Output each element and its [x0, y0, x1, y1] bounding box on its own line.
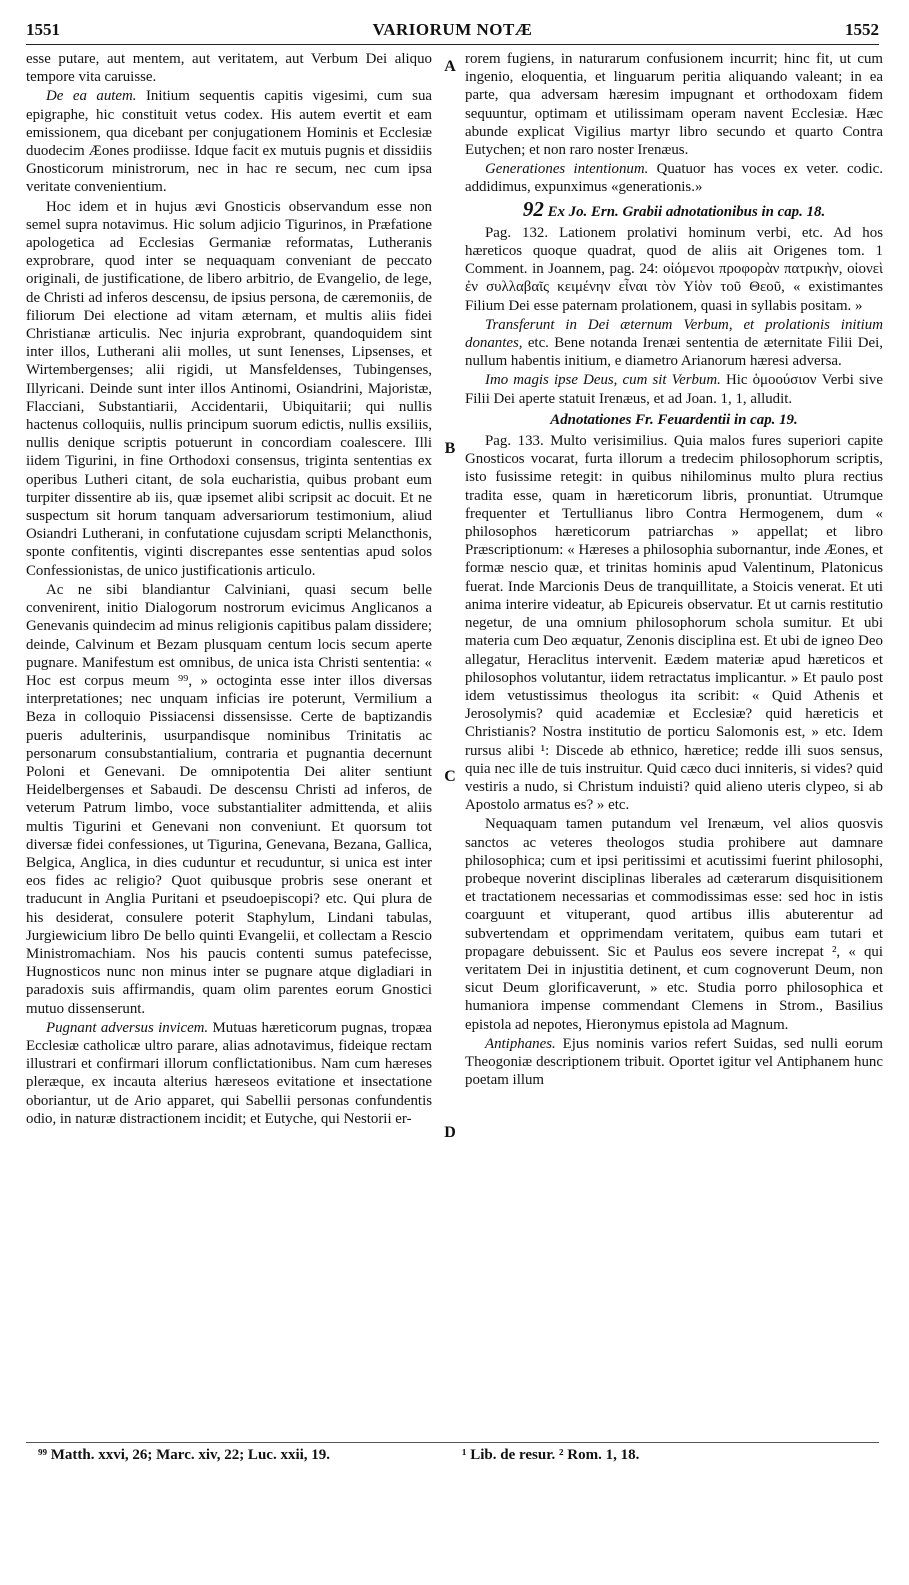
paragraph: [465, 371, 883, 407]
running-header: [26, 20, 879, 42]
paragraph-text: rorem fugiens, in naturarum confusionem incurrit; hinc fit, ut cum ingenio, eloquentia, et linguarum peritia aliquando valeant; in ea parte, qua adversam hæresim impugnant et orthodoxam fidem sequuntur, optimam et utilissimam operam navent Ecclesiæ. Hæc abunde explicat Vigilius martyr libro secundo et quarto Contra Eutychen; et non raro noster Irenæus.: [465, 51, 883, 159]
margin-marker-a: A: [444, 58, 456, 75]
paragraph-text: Hoc idem et in hujus ævi Gnosticis observandum esse non semel supra notavimus. Hic solum adjicio Tigurinos, in Præfatione apologetica ad Ecclesias Germaniæ reformatas, Lutheranis exprobrare, quod inter se nequaquam conveniant de peccato originali, de justificatione, de libero arbitrio, de Evangelio, de lege, de Christi ad inferos descensu, de ipsius persona, de cæremoniis, de filiorum Dei electione ad vitam æternam, et multis aliis fidei Christianæ articulis. Nec injuria exprobrant, quandoquidem sint inter illos, Lutherani alii molles, ut sunt Ienenses, Lipsenses, et Wirtembergenses; alii rigidi, ut Mansfeldenses, Tubingenses, Illyricani. Deinde sunt inter illos Antinomi, Osiandrini, Majoristæ, Flacciani, Substantiarii, Accidentarii, Ubiquitarii; qui nullis hactenus colloquiis, nullis principum suorum edictis, nullis exsiliis, nullis denique scriptis potuerunt in concordiam coalescere. Illi iidem Tigurini, in fine Orthodoxi consensus, triginta sententias ex operibus Lutheri citant, de sola eucharistia, quibus probant eum turpiter dissentire ab iis, quæ ipsemet alibi scripsit ac docuit. Et ne suspectum sit horum tanquam adversariorum testimonium, aliud Osiandri Lutherani, in confutatione cujusdam scripti Melancthonis, sponte confitentis, viginti discrepantes esse sententias apud solos Confessionistas, de unico justificationis articulo.: [26, 198, 432, 579]
paragraph: [26, 50, 432, 86]
footnote-right: ¹ Lib. de resur. ² Rom. 1, 18.: [462, 1447, 640, 1463]
paragraph-text: Initium sequentis capitis vigesimi, cum sua epigraphe, hic constituit vetus codex. His autem evertit et eam emissionem, qua dicebant per conjugationem Hominis et Ecclesiæ duodecim Æones prodiisse. Idque facit ex mutuis pugnis et dissidiis Gnosticorum ministrorum, nec in hac re secum, nec cum ipsa veritate convenientium.: [26, 88, 432, 196]
lemma: Imo magis ipse Deus, cum sit Verbum.: [485, 372, 721, 389]
section-heading: [465, 411, 883, 429]
lemma: Pugnant adversus invicem.: [46, 1019, 209, 1036]
paragraph: [465, 1035, 883, 1090]
lemma: Transferunt in Dei æternum Verbum, et prolationis initium donantes,: [465, 316, 883, 352]
footnote-left: ⁹⁹ Matth. xxvi, 26; Marc. xiv, 22; Luc. xxii, 19.: [38, 1447, 331, 1463]
left-column: [26, 50, 432, 1128]
lemma: De ea autem.: [46, 88, 137, 105]
section-heading: [465, 196, 883, 221]
paragraph: [26, 87, 432, 196]
paragraph: [26, 198, 432, 580]
section-title: Ex Jo. Ern. Grabii adnotationibus in cap. 18.: [547, 203, 826, 220]
margin-marker-c: C: [444, 768, 456, 785]
paragraph: [465, 432, 883, 814]
section-number: 92: [522, 196, 544, 221]
paragraph-text: esse putare, aut mentem, aut veritatem, aut Verbum Dei aliquo tempore vita caruisse.: [26, 51, 432, 86]
paragraph: [26, 1019, 432, 1128]
header-rule: [26, 44, 879, 45]
paragraph-text: Ejus nominis varios refert Suidas, sed nulli eorum Theogoniæ descriptionem tribuit. Oportet igitur vel Antiphanem hunc poetam illum: [465, 1035, 883, 1089]
page-number-right: 1552: [845, 20, 879, 39]
section-title: Adnotationes Fr. Feuardentii in cap. 19.: [550, 411, 798, 428]
running-title: VARIORUM NOTÆ: [372, 20, 533, 39]
paragraph: [26, 581, 432, 1018]
margin-marker-b: B: [444, 440, 456, 457]
lemma: Antiphanes.: [485, 1035, 556, 1052]
paragraph: [465, 316, 883, 371]
paragraph: [465, 160, 883, 196]
paragraph: [465, 50, 883, 159]
right-column: [465, 50, 883, 1089]
lemma: Generationes intentionum.: [485, 161, 649, 178]
paragraph: [465, 815, 883, 1033]
margin-marker-d: D: [444, 1124, 456, 1141]
paragraph-text: Quatuor has voces ex veter. codic. addidimus, expunximus «generationis.»: [465, 161, 883, 196]
paragraph-text: Hic ὁμοούσιον Verbi sive Filii Dei aperte statuit Irenæus, et ad Joan. 1, 1, alludit.: [465, 372, 883, 407]
paragraph: [465, 224, 883, 315]
paragraph-text: Pag. 132. Lationem prolativi hominum verbi, etc. Ad hos hæreticos quoque quadrat, quod de aliis ait Origenes tom. 1 Comment. in Joannem, pag. 24: οἰόμενοι προφορὰν πατρικὴν, οἱονεὶ ἐν συλλαβαῖς κειμένην εἶναι τὸν Υἱὸν τοῦ Θεοῦ, « existimantes Filium Dei esse paternam prolationem, quasi in syllabis positam. »: [465, 224, 883, 314]
page-number-left: 1551: [26, 20, 60, 39]
paragraph-text: Nequaquam tamen putandum vel Irenæum, vel alios quosvis sanctos ac veteres theologos studia prohibere aut damnare philosophica; cum et ipsi peritissimi et acutissimi fuerint philosophi, probeque noverint disciplinas liberales ad cæterarum disquisitionem et tractationem necessarias et commodissimas esse: sed hoc in istis coarguunt et vituperant, quod artibus illis abuterentur ad subvertendam et opprimendam veritatem, quibus eam tutari et propagare debuissent. Sic et Paulus eos severe increpat ², « qui veritatem Dei in injustitia detinent, et cum cognoverunt Deum, non sicut Deum glorificaverunt, » etc. Studia porro philosophica et humaniora impense commendant Clemens in Strom., Basilius epistola ad nepotes, Hieronymus epistola ad Magnum.: [465, 816, 883, 1033]
paragraph-text: Mutuas hæreticorum pugnas, tropæa Ecclesiæ catholicæ ultro parare, alias adnotavimus, fideique rectam illustrari et confirmari illorum conflictationibus. Nam cum hæreses pleræque, ex incauta alterius hæreseos evitatione et insectatione oboriantur, ut de Ario apparet, qui Sabellii personas confundentis odio, in naturæ distractionem incidit; et Eutyche, qui Nestorii er-: [26, 1019, 432, 1127]
paragraph-text: etc. Bene notanda Irenæi sententia de æternitate Filii Dei, nullum habentis initium, e diametro Arianorum hæresi adversa.: [465, 335, 883, 370]
paragraph-text: Pag. 133. Multo verisimilius. Quia malos fures superiori capite Gnosticos vocarat, furta illorum a tredecim philosophorum scriptis, isto fusissime retegit: in quibus nihilominus multo plura rectius tradita esse, quam in hæreticorum libris, pronuntiat. Utrumque frequenter et Tertullianus libro Contra Hermogenem, dum « philosophos hæreticorum patriarchas » appellat; et libro Præscriptionum: « Hæreses a philosophia subornantur, inde Æones, et formæ nescio quæ, et trinitas hominis apud Valentinum, Platonicus fuerat. Inde Marcionis Deus de tranquillitate, a Stoicis venerat. Et uti anima interire videatur, ab Epicureis observatur. Et ut carnis restitutio negetur, de una omnium philosophorum schola sumitur. Et ubi materia cum Deo æquatur, Zenonis disciplina est. Et ubi de igneo Deo allegatur, Heraclitus intervenit. Eædem materiæ apud hæreticos et philosophos volutantur, iidem retractatus implicantur. » Et paulo post idem vetustissimus theologus ita scribit: « Quid Athenis et Jerosolymis? quid academiæ et Ecclesiæ? quid hæreticis et Christianis? Nostra institutio de porticu Salomonis est, » etc. Idem rursus alibi ¹: Discede ab ethnico, hæretice; redde illi suos sensus, quia nec ille de tuis instruitur. Quid cæco duci inniteris, si vides? quid vestiris a nudo, si Christum induisti? quid alieno uteris clypeo, si ab Apostolo armatus es? » etc.: [465, 433, 883, 814]
paragraph-text: Ac ne sibi blandiantur Calviniani, quasi secum belle convenirent, initio Dialogorum nostrorum evicimus Anglicanos a Genevanis quindecim ad minus religionis capitibus palam dissidere; deinde, Calvinum et Bezam plusquam centum locis secum aperte pugnare. Manifestum est omnibus, de unica ista Christi sententia: « Hoc est corpus meum ⁹⁹, » octoginta esse inter illos diversas interpretationes; nec unquam inficias ire poterunt, Vermilium a Beza in colloquio Pissiacensi dissensisse. Certe de baptizandis pueris adulterinis, usurpandisque nominibus Trinitatis ac personarum consubstantialium, contraria et pugnantia decernunt Poloni et Genevani. De omnipotentia Dei aliter sentiunt Heidelbergenses et Sabaudi. De descensu Christi ad inferos, de veterum Patrum limbo, voce substantialiter admittenda, et aliis multis Tigurini et Genevani non conveniunt. Et quorsum tot diversæ fidei confessiones, ut Tigurina, Genevana, Bezana, Gallica, Belgica, Anglica, in dies cuduntur et recuduntur, si unica est inter eos fides ac religio? Quot quibusque probris sese onerant et traducunt in Anglia Puritani et pseudoepiscopi? etc. Qui plura de his desiderat, consulere poterit Staphylum, Lindani tabulas, Jurgiewicium libro De bello quinti Evangelii, et collectam a Rescio Ministromachiam. Nos his paucis contenti sumus patefecisse, Hugnosticos nunc non minus inter se pugnare atque digladiari in paradoxis suis affirmandis, quam olim parentes eorum Gnostici mutuo dissenserunt.: [26, 581, 432, 1017]
footnote-rule: [26, 1442, 879, 1443]
